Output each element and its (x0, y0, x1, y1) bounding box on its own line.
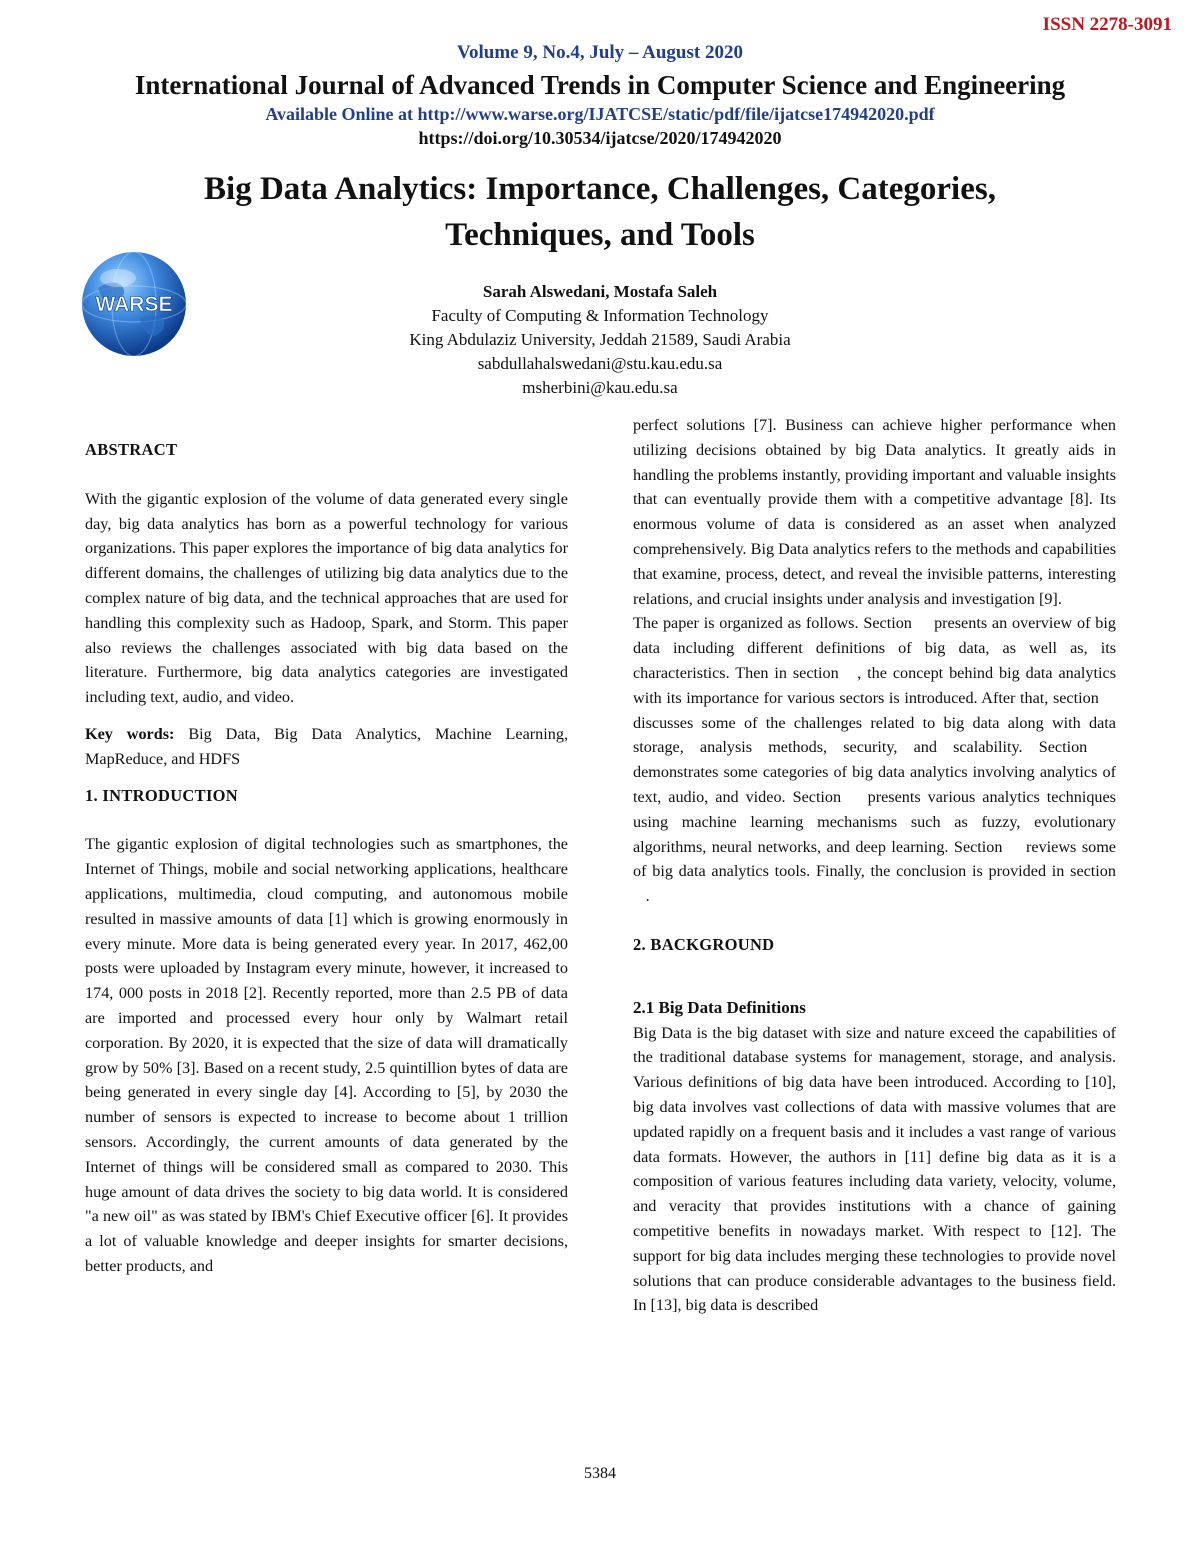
available-online-link[interactable]: Available Online at http://www.warse.org/IJATCSE/static/pdf/file/ijatcse174942020.pdf (265, 104, 935, 124)
paper-title-line-2: Techniques, and Tools (445, 217, 755, 253)
introduction-text: The gigantic explosion of digital technologies such as smartphones, the Internet of Things, mobile and social networking applications, healthcare applications, multimedia, cloud computing, and autonomous mobile resulted in massive amounts of data [1] which is growing enormously in every minute. More data is being generated every year. In 2017, 462,00 posts were uploaded by Instagram every minute, however, it increased to 174, 000 posts in 2018 [2]. Recently reported, more than 2.5 PB of data are imported and processed every hour only by Walmart retail corporation. By 2020, it is expected that the size of data will dramatically grow by 50% [3]. Based on a recent study, 2.5 quintillion bytes of data are being generated in every single day [4]. According to [5], by 2030 the number of sensors is expected to increase to become about 1 trillion sensors. Accordingly, the current amounts of data generated by the Internet of things will be considered small as compared to 2030. This huge amount of data drives the society to big data world. It is considered "a new oil" as was stated by IBM's Chief Executive officer [6]. It provides a lot of valuable knowledge and deeper insights for smarter decisions, better products, and (85, 835, 568, 1275)
journal-name: International Journal of Advanced Trends in Computer Science and Engineering (134, 70, 1066, 100)
warse-logo (78, 248, 190, 360)
introduction-text-continued: perfect solutions [7]. Business can achieve higher performance when utilizing decisions obtained by big Data analytics. It greatly aids in handling the problems instantly, providing important and valuable insights that can eventually provide them with a competitive advantage [8]. Its enormous volume of data is considered as an asset when analyzed comprehensively. Big Data analytics refers to the methods and capabilities that examine, process, detect, and reveal the invisible patterns, interesting relations, and crucial insights under analysis and investigation [9]. (633, 416, 1116, 608)
volume-info: Volume 9, No.4, July – August 2020 (457, 42, 743, 63)
journal-header (0, 40, 1200, 150)
big-data-definitions-heading: 2.1 Big Data Definitions (633, 972, 806, 992)
logo-text: WARSE (95, 293, 173, 316)
introduction-heading: 1. INTRODUCTION (85, 785, 239, 805)
page-number: 5384 (584, 1465, 616, 1482)
author-names: Sarah Alswedani, Mostafa Saleh (482, 282, 718, 301)
big-data-definitions-text: Big Data is the big dataset with size and nature exceed the capabilities of the traditional database systems for management, storage, and analysis. Various definitions of big data have been introduced. According to [10], big data involves vast collections of data with massive volumes that are updated rapidly on a frequent basis and it includes a vast range of various data formats. However, the authors in [11] define big data as it is a composition of various features including data variety, velocity, volume, and veracity that provides institutions with a chance of gaining competitive benefits in nowadays market. With respect to [12]. The support for big data includes merging these technologies to provide novel solutions that can produce considerable advantages to the business field. In [13], big data is described (633, 998, 1116, 1290)
affiliation-university: King Abdulaziz University, Jeddah 21589, Saudi Arabia (409, 330, 791, 349)
issn-label: ISSN 2278-3091 (1042, 14, 1172, 35)
keywords-paragraph (85, 722, 568, 772)
paper-organization-text: The paper is organized as follows. Section presents an overview of big data including different definitions of big data, as well as, its characteristics. Then in section , the concept behind big data analytics with its importance for various sectors is introduced. After that, section discusses some of the challenges related to big data along with data storage, analysis methods, security, and scalability. Section demonstrates some categories of big data analytics involving analytics of text, audio, and video. Section presents various analytics techniques using machine learning mechanisms such as fuzzy, evolutionary algorithms, neural networks, and deep learning. Section reviews some of big data analytics tools. Finally, the conclusion is provided in section . (633, 614, 1116, 881)
keywords-text: Big Data, Big Data Analytics, Machine Learning, MapReduce, and HDFS (85, 724, 568, 768)
abstract-text: With the gigantic explosion of the volume of data generated every single day, big data analytics has born as a powerful technology for various organizations. This paper explores the importance of big data analytics for different domains, the challenges of utilizing big data analytics due to the complex nature of big data, and the technical approaches that are used for handling this complexity such as Hadoop, Spark, and Storm. This paper also reviews the challenges associated with big data based on the literature. Furthermore, big data analytics categories are investigated including text, audio, and video. (85, 489, 568, 707)
author-block (300, 280, 900, 400)
paper-title (0, 166, 1200, 258)
author-email-1[interactable]: sabdullahalswedani@stu.kau.edu.sa (477, 354, 723, 373)
paper-title-line-1: Big Data Analytics: Importance, Challenges, Categories, (204, 171, 996, 207)
author-email-2[interactable]: msherbini@kau.edu.sa (522, 378, 678, 397)
keywords-label: Key words: (85, 724, 175, 743)
right-column (633, 413, 1116, 1318)
left-column (85, 438, 568, 1279)
doi-link[interactable]: https://doi.org/10.30534/ijatcse/2020/174942020 (418, 128, 782, 148)
abstract-heading: ABSTRACT (85, 440, 178, 459)
affiliation-faculty: Faculty of Computing & Information Technology (431, 306, 769, 325)
background-heading: 2. BACKGROUND (633, 910, 775, 930)
